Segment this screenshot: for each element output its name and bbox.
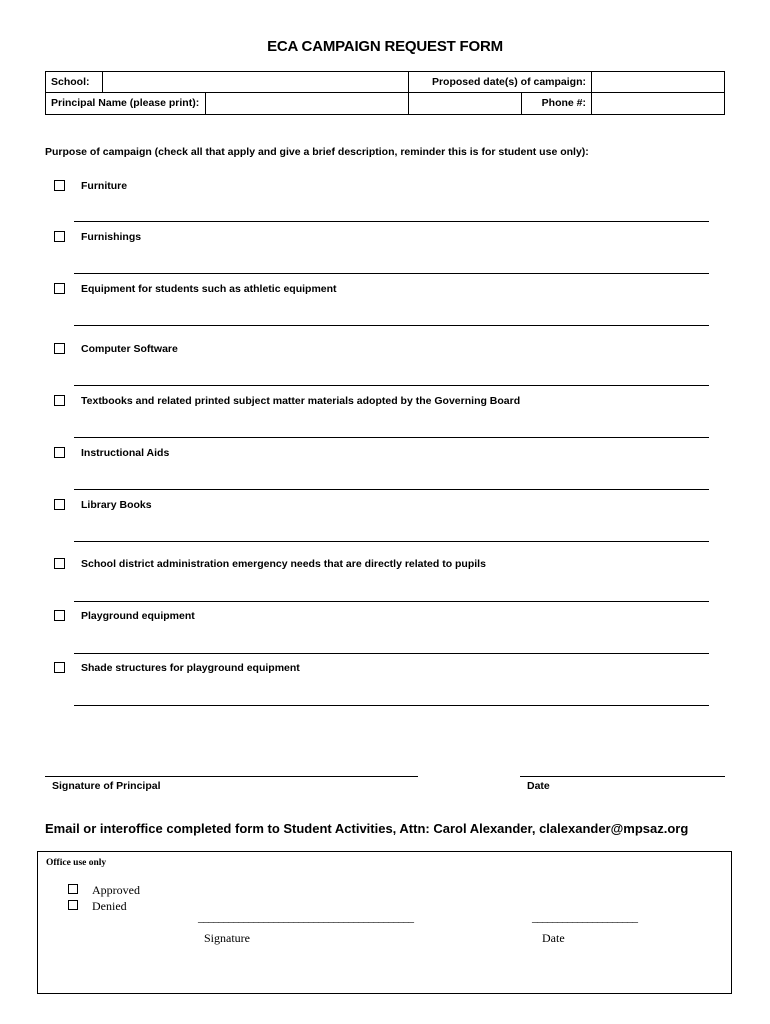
- denied-checkbox[interactable]: [68, 900, 78, 910]
- school-field[interactable]: [103, 72, 409, 93]
- description-line[interactable]: [74, 221, 709, 222]
- phone-label: Phone #:: [521, 93, 591, 114]
- proposed-dates-label: Proposed date(s) of campaign:: [409, 72, 592, 93]
- checkbox[interactable]: [54, 499, 65, 510]
- phone-field[interactable]: [592, 93, 725, 115]
- school-label: School:: [46, 72, 103, 93]
- description-line[interactable]: [74, 541, 709, 542]
- header-table: [45, 71, 725, 115]
- description-line[interactable]: [74, 705, 709, 706]
- form-title: ECA CAMPAIGN REQUEST FORM: [267, 38, 503, 55]
- date-label: Date: [527, 780, 550, 792]
- item-label: Library Books: [81, 499, 152, 511]
- item-label: Furnishings: [81, 231, 142, 243]
- principal-signature-label: Signature of Principal: [52, 780, 161, 792]
- purpose-label: Purpose of campaign (check all that apply and give a brief description, reminder this is for student use only):: [45, 146, 589, 158]
- principal-field-continued[interactable]: [409, 93, 521, 114]
- item-label: Computer Software: [81, 343, 178, 355]
- denied-option: [68, 899, 127, 914]
- item-label: Textbooks and related printed subject matter materials adopted by the Governing Board: [81, 395, 521, 407]
- checkbox[interactable]: [54, 180, 65, 191]
- description-line[interactable]: [74, 385, 709, 386]
- approved-option: [68, 883, 140, 898]
- checkbox[interactable]: [54, 662, 65, 673]
- item-label: School district administration emergency needs that are directly related to pupils: [81, 558, 486, 570]
- denied-label: Denied: [92, 899, 127, 913]
- description-line[interactable]: [74, 653, 709, 654]
- office-date-line[interactable]: _____________________: [532, 910, 637, 924]
- office-date-label: Date: [542, 931, 565, 945]
- description-line[interactable]: [74, 325, 709, 326]
- description-line[interactable]: [74, 273, 709, 274]
- item-label: Furniture: [81, 180, 128, 192]
- date-line[interactable]: [520, 776, 725, 777]
- description-line[interactable]: [74, 601, 709, 602]
- checkbox[interactable]: [54, 558, 65, 569]
- description-line[interactable]: [74, 437, 709, 438]
- principal-field[interactable]: [206, 93, 408, 114]
- office-signature-label: Signature: [204, 931, 250, 945]
- item-label: Shade structures for playground equipment: [81, 662, 300, 674]
- email-instruction: Email or interoffice completed form to Student Activities, Attn: Carol Alexander, clalexander@mpsaz.org: [45, 821, 689, 836]
- description-line[interactable]: [74, 489, 709, 490]
- approved-label: Approved: [92, 883, 140, 897]
- office-signature-line[interactable]: ___________________________________________: [198, 910, 413, 924]
- approved-checkbox[interactable]: [68, 884, 78, 894]
- checkbox[interactable]: [54, 610, 65, 621]
- office-use-box: [37, 851, 732, 994]
- checkbox[interactable]: [54, 231, 65, 242]
- item-label: Instructional Aids: [81, 447, 170, 459]
- checkbox[interactable]: [54, 283, 65, 294]
- office-use-title: Office use only: [46, 858, 107, 868]
- item-label: Equipment for students such as athletic equipment: [81, 283, 337, 295]
- principal-signature-line[interactable]: [45, 776, 418, 777]
- proposed-dates-field[interactable]: [592, 72, 725, 93]
- checkbox[interactable]: [54, 447, 65, 458]
- item-label: Playground equipment: [81, 610, 195, 622]
- checkbox[interactable]: [54, 343, 65, 354]
- checkbox[interactable]: [54, 395, 65, 406]
- principal-label: Principal Name (please print):: [46, 93, 206, 114]
